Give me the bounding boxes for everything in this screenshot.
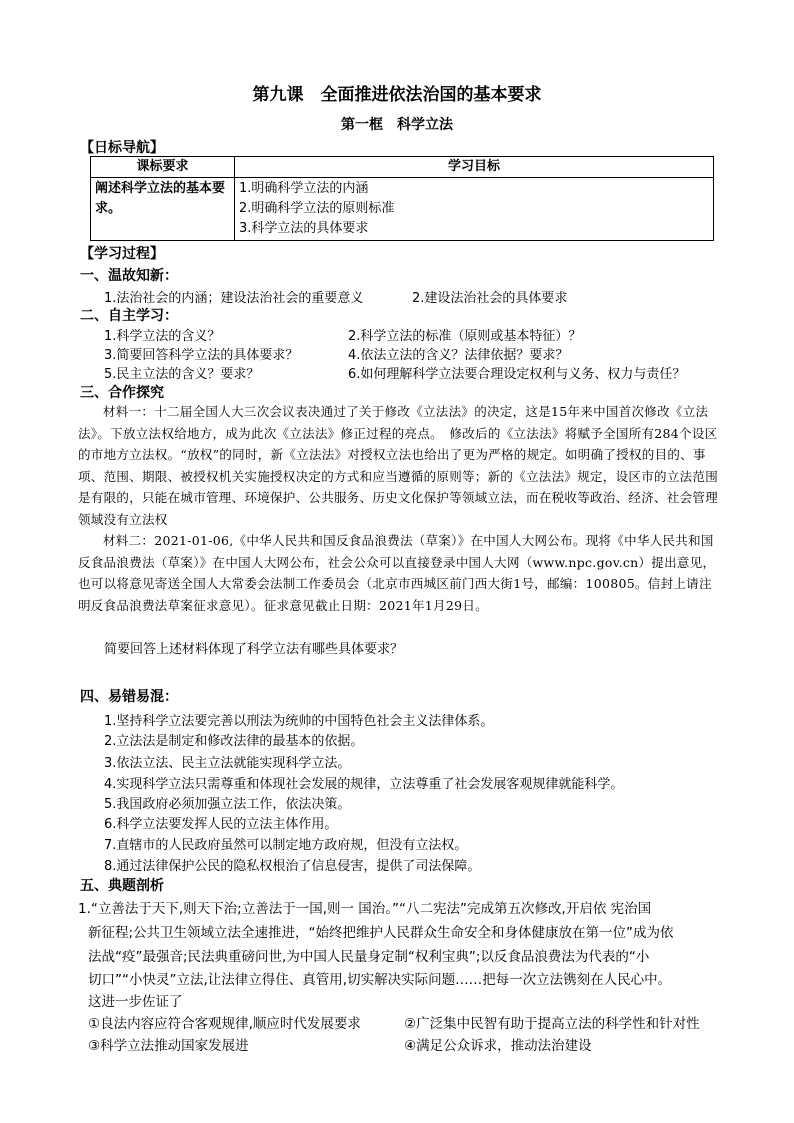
coop-heading: 三、合作探究: [80, 385, 164, 401]
material-one: 材料一：十二届全国人大三次会议表决通过了关于修改《立法法》的决定，这是15年来中国首次修改《立法法》。下放立法权给地方，成为此次《立法法》修正过程的亮点。 修改后的《立法法》将赋予全国所有284个设区的市地方立法权。“放权”的同时，新《立法法》对授权立法也给出了更为严格的规定。如明确了授权的目的、事项、范围、期限、被授权机关实施授权决定的方式和应当遵循的原则等；新的《立法法》规定，设区市的立法范围是有限的，只能在城市管理、环境保护、公共服务、历史文化保护等领域立法，而在税收等政治、经济、社会管理领域没有立法权: [78, 404, 719, 527]
self-study-item: 6.如何理解科学立法要合理设定权利与义务、权力与责任？: [348, 367, 686, 382]
self-study-item: 3.简要回答科学立法的具体要求？: [104, 348, 299, 363]
coop-question: 简要回答上述材料体现了科学立法有哪些具体要求？: [104, 642, 404, 657]
question-line: 法战“疫”最强音;民法典重磅问世,为中国人民量身定制“权利宝典”;以反食品浪费法为代表的“小: [88, 949, 650, 965]
review-item: 2.建设法治社会的具体要求: [412, 291, 568, 306]
goal-item: 1.明确科学立法的内涵: [239, 181, 369, 196]
question-line: 这进一步佐证了: [88, 994, 183, 1010]
confuse-heading: 四、易错易混：: [80, 689, 178, 705]
option-c: ③科学立法推动国家发展进: [88, 1038, 249, 1054]
confuse-item: 3.依法立法、民主立法就能实现科学立法。: [104, 756, 351, 771]
option-a: ①良法内容应符合客观规律,顺应时代发展要求: [88, 1016, 361, 1032]
table-header-requirement: 课标要求: [91, 157, 235, 178]
goal-item: 2.明确科学立法的原则标准: [239, 201, 395, 216]
option-b: ②广泛集中民智有助于提高立法的科学性和针对性: [404, 1016, 700, 1032]
nav-heading: 【日标导航】: [80, 140, 164, 156]
self-study-item: 1.科学立法的含义？: [104, 329, 221, 344]
confuse-item: 7.直辖市的人民政府虽然可以制定地方政府规，但没有立法权。: [104, 838, 468, 853]
requirement-cell: 阐述科学立法的基本要求。: [91, 178, 235, 241]
confuse-item: 5.我国政府必须加强立法工作，依法决策。: [104, 797, 351, 812]
question-line: 1.“立善法于天下,则天下治;立善法于一国,则一 国治。”“八二宪法”完成第五次修改,开启依 宪治国: [78, 901, 652, 917]
question-line: 新征程;公共卫生领域立法全速推进，“始终把维护人民群众生命安全和身体健康放在第一位”成为依: [88, 925, 674, 941]
self-study-heading: 二、自主学习：: [80, 308, 178, 324]
page-title: 第九课 全面推进依法治国的基本要求: [252, 85, 542, 105]
confuse-item: 8.通过法律保护公民的隐私权根治了信息侵害，提供了司法保障。: [104, 859, 481, 874]
review-heading: 一、温故知新：: [80, 268, 178, 284]
self-study-item: 2.科学立法的标准（原则或基本特征）？: [348, 329, 582, 344]
self-study-item: 5.民主立法的含义？要求？: [104, 367, 260, 382]
process-heading: 【学习过程】: [80, 246, 164, 262]
confuse-item: 6.科学立法要发挥人民的立法主体作用。: [104, 817, 338, 832]
confuse-item: 4.实现科学立法只需尊重和体现社会发展的规律，立法尊重了社会发展客观规律就能科学。: [104, 777, 624, 792]
question-line: 切口”“小快灵”立法,让法律立得住、真管用,切实解决实际问题……把每一次立法镌刻在人民心中。: [88, 972, 672, 988]
goals-cell: [235, 178, 714, 241]
goal-item: 3.科学立法的具体要求: [239, 221, 369, 236]
page-subtitle: 第一框 科学立法: [341, 117, 453, 133]
cases-heading: 五、典题剖析: [80, 878, 164, 894]
self-study-item: 4.依法立法的含义？法律依据？要求？: [348, 348, 569, 363]
confuse-item: 2.立法法是制定和修改法律的最基本的依据。: [104, 734, 364, 749]
option-d: ④满足公众诉求，推动法治建设: [404, 1038, 592, 1054]
goals-table: [90, 156, 714, 241]
table-header-goals: 学习目标: [235, 157, 714, 178]
confuse-item: 1.坚持科学立法要完善以刑法为统帅的中国特色社会主义法律体系。: [104, 714, 494, 729]
review-item: 1.法治社会的内涵；建设法治社会的重要意义: [104, 291, 364, 306]
material-two: 材料二：2021-01-06,《中华人民共和国反食品浪费法（草案）》在中国人大网公布。现将《中华人民共和国反食品浪费法（草案）》在中国人大网公布，社会公众可以直接登录中国人大网（www.npc.gov.cn）提出意见，也可以将意见寄送全国人大常委会法制工作委员会（北京市西城区前门西大街1号，邮编：100805。信封上请注明反食品浪费法草案征求意见）。征求意见截止日期：2021年1月29日。: [78, 533, 716, 613]
